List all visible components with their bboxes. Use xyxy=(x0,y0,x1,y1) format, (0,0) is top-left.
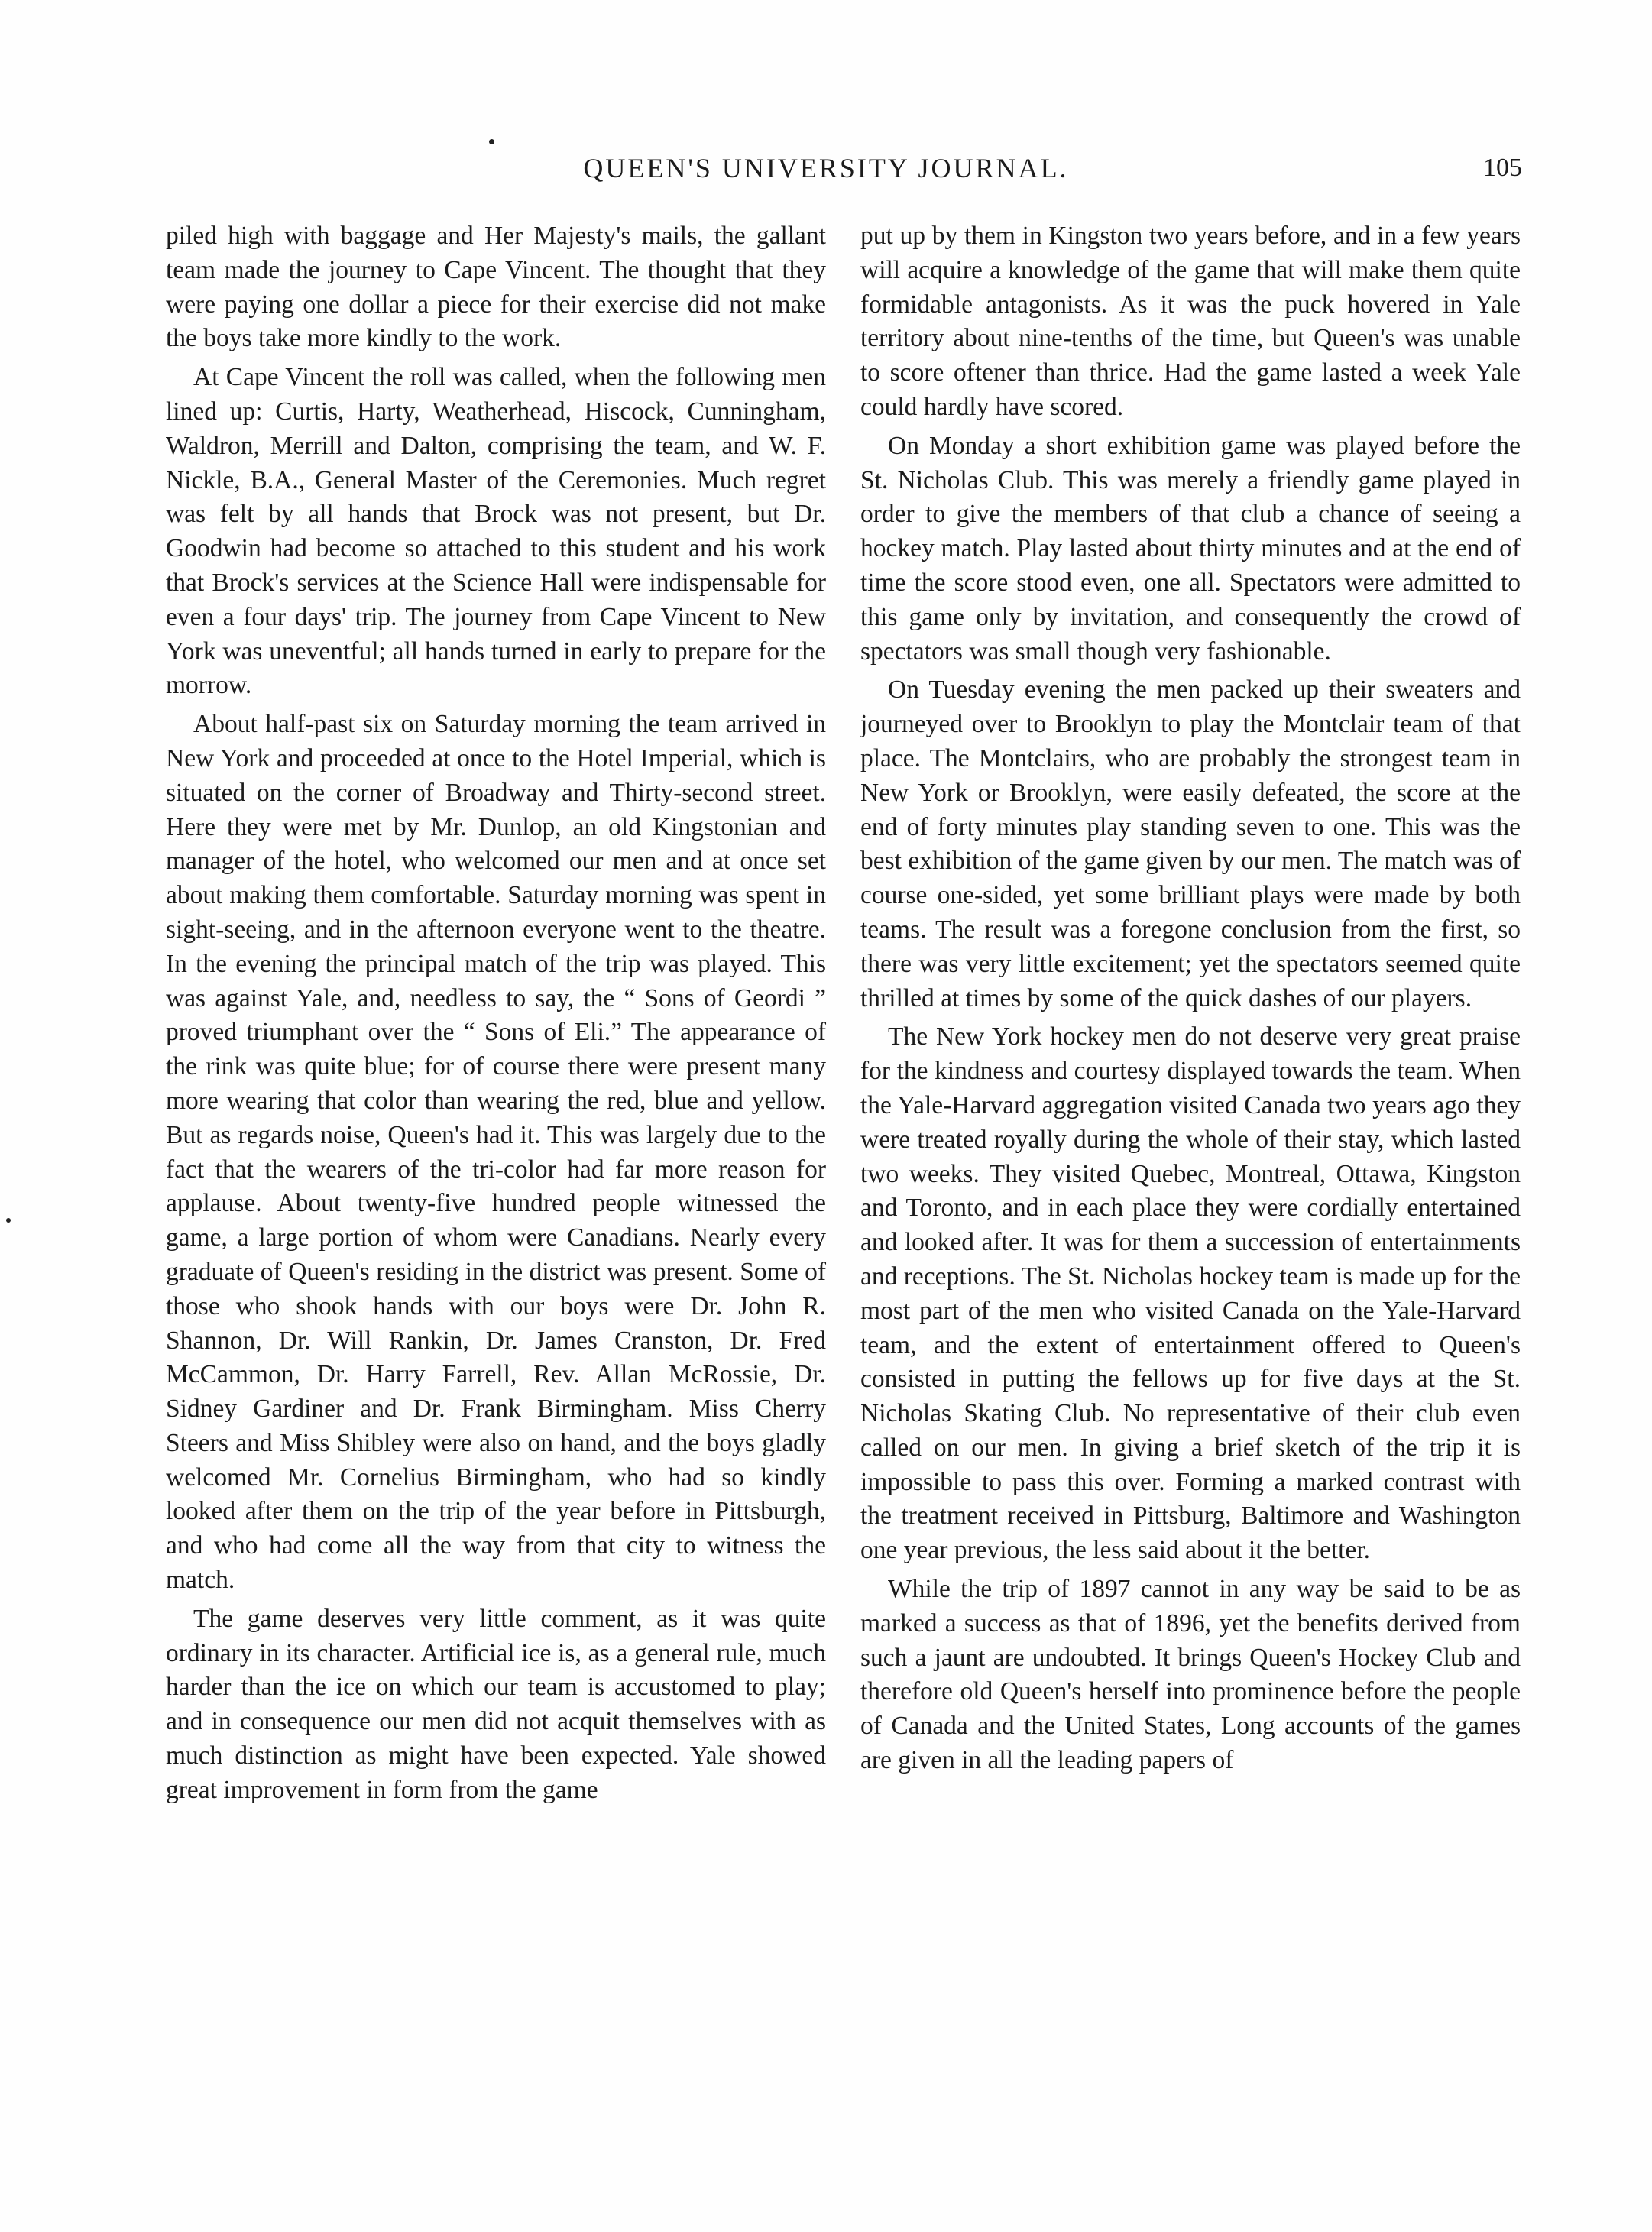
ink-speck xyxy=(489,139,494,144)
left-column xyxy=(166,219,826,1812)
paragraph: piled high with baggage and Her Majesty's mails, the gallant team made the journey to Cape Vincent. The thought that they were paying one dollar a piece for their exercise did not make the boys take more kindly to the work. xyxy=(166,222,826,353)
running-head xyxy=(0,145,1652,191)
paragraph: The game deserves very little comment, as it was quite ordinary in its character. Artificial ice is, as a general rule, much harder than the ice on which our team is accustomed to play; and in consequence our men did not acquit themselves with as much distinction as might have been expected. Yale showed great improvement in form from the game xyxy=(166,1604,826,1804)
ink-speck xyxy=(6,1218,11,1223)
paragraph: put up by them in Kingston two years before, and in a few years will acquire a knowledge of the game that will make them quite formidable antagonists. As it was the puck hovered in Yale territory about nine-tenths of the time, but Queen's was unable to score oftener than thrice. Had the game lasted a week Yale could hardly have scored. xyxy=(860,222,1521,421)
paragraph: At Cape Vincent the roll was called, when the following men lined up: Curtis, Harty, Weatherhead, Hiscock, Cunningham, Waldron, Merrill and Dalton, comprising the team, and W. F. Nickle, B.A., General Master of the Ceremonies. Much regret was felt by all hands that Brock was not present, but Dr. Goodwin had become so attached to this student and his work that Brock's services at the Science Hall were indispensable for even a four days' trip. The journey from Cape Vincent to New York was uneventful; all hands turned in early to prepare for the morrow. xyxy=(166,363,826,700)
right-column xyxy=(860,219,1521,1783)
paragraph: While the trip of 1897 cannot in any way be said to be as marked a success as that of 1896, yet the benefits derived from such a jaunt are undoubted. It brings Queen's Hockey Club and therefore old Queen's herself into prominence before the people of Canada and the United States, Long accounts of the games are given in all the leading papers of xyxy=(860,1575,1521,1775)
paragraph: The New York hockey men do not deserve very great praise for the kindness and courtesy displayed towards the team. When the Yale-Harvard aggregation visited Canada two years ago they were treated royally during the whole of their stay, which lasted two weeks. They visited Quebec, Montreal, Ottawa, Kingston and Toronto, and in each place they were cordially entertained and looked after. It was for them a succession of entertainments and receptions. The St. Nicholas hockey team is made up for the most part of the men who visited Canada on the Yale-Harvard team, and the extent of entertainment offered to Queen's consisted in putting the fellows up for five days at the St. Nicholas Skating Club. No representative of their club even called on our men. In giving a brief sketch of the trip it is impossible to pass this over. Forming a marked contrast with the treatment received in Pittsburg, Baltimore and Washington one year previous, the less said about it the better. xyxy=(860,1022,1521,1565)
paragraph: About half-past six on Saturday morning the team arrived in New York and proceeded at once to the Hotel Imperial, which is situated on the corner of Broadway and Thirty-second street. Here they were met by Mr. Dunlop, an old Kingstonian and manager of the hotel, who welcomed our men and at once set about making them comfortable. Saturday morning was spent in sight-seeing, and in the afternoon everyone went to the theatre. In the evening the principal match of the trip was played. This was against Yale, and, needless to say, the “ Sons of Geordi ” proved triumphant over the “ Sons of Eli.” The appearance of the rink was quite blue; for of course there were present many more wearing that color than wearing the red, blue and yellow. But as regards noise, Queen's had it. This was largely due to the fact that the wearers of the tri-color had far more reason for applause. About twenty-five hundred people witnessed the game, a large portion of whom were Canadians. Nearly every graduate of Queen's residing in the district was present. Some of those who shook hands with our boys were Dr. John R. Shannon, Dr. Will Rankin, Dr. James Cranston, Dr. Fred McCammon, Dr. Harry Farrell, Rev. Allan McRossie, Dr. Sidney Gardiner and Dr. Frank Birmingham. Miss Cherry Steers and Miss Shibley were also on hand, and the boys gladly welcomed Mr. Cornelius Birmingham, who had so kindly looked after them on the trip of the year before in Pittsburgh, and who had come all the way from that city to witness the match. xyxy=(166,710,826,1595)
paragraph: On Tuesday evening the men packed up their sweaters and journeyed over to Brooklyn to play the Montclair team of that place. The Montclairs, who are probably the strongest team in New York or Brooklyn, were easily defeated, the score at the end of forty minutes play standing seven to one. This was the best exhibition of the game given by our men. The match was of course one-sided, yet some brilliant plays were made by both teams. The result was a foregone conclusion from the first, so there was very little excitement; yet the spectators seemed quite thrilled at times by some of the quick dashes of our players. xyxy=(860,675,1521,1012)
journal-title: QUEEN'S UNIVERSITY JOURNAL. xyxy=(583,153,1069,183)
paragraph: On Monday a short exhibition game was played before the St. Nicholas Club. This was merely a friendly game played in order to give the members of that club a chance of seeing a hockey match. Play lasted about thirty minutes and at the end of time the score stood even, one all. Spectators were admitted to this game only by invitation, and consequently the crowd of spectators was small though very fashionable. xyxy=(860,431,1521,666)
page-number: 105 xyxy=(1483,154,1522,182)
